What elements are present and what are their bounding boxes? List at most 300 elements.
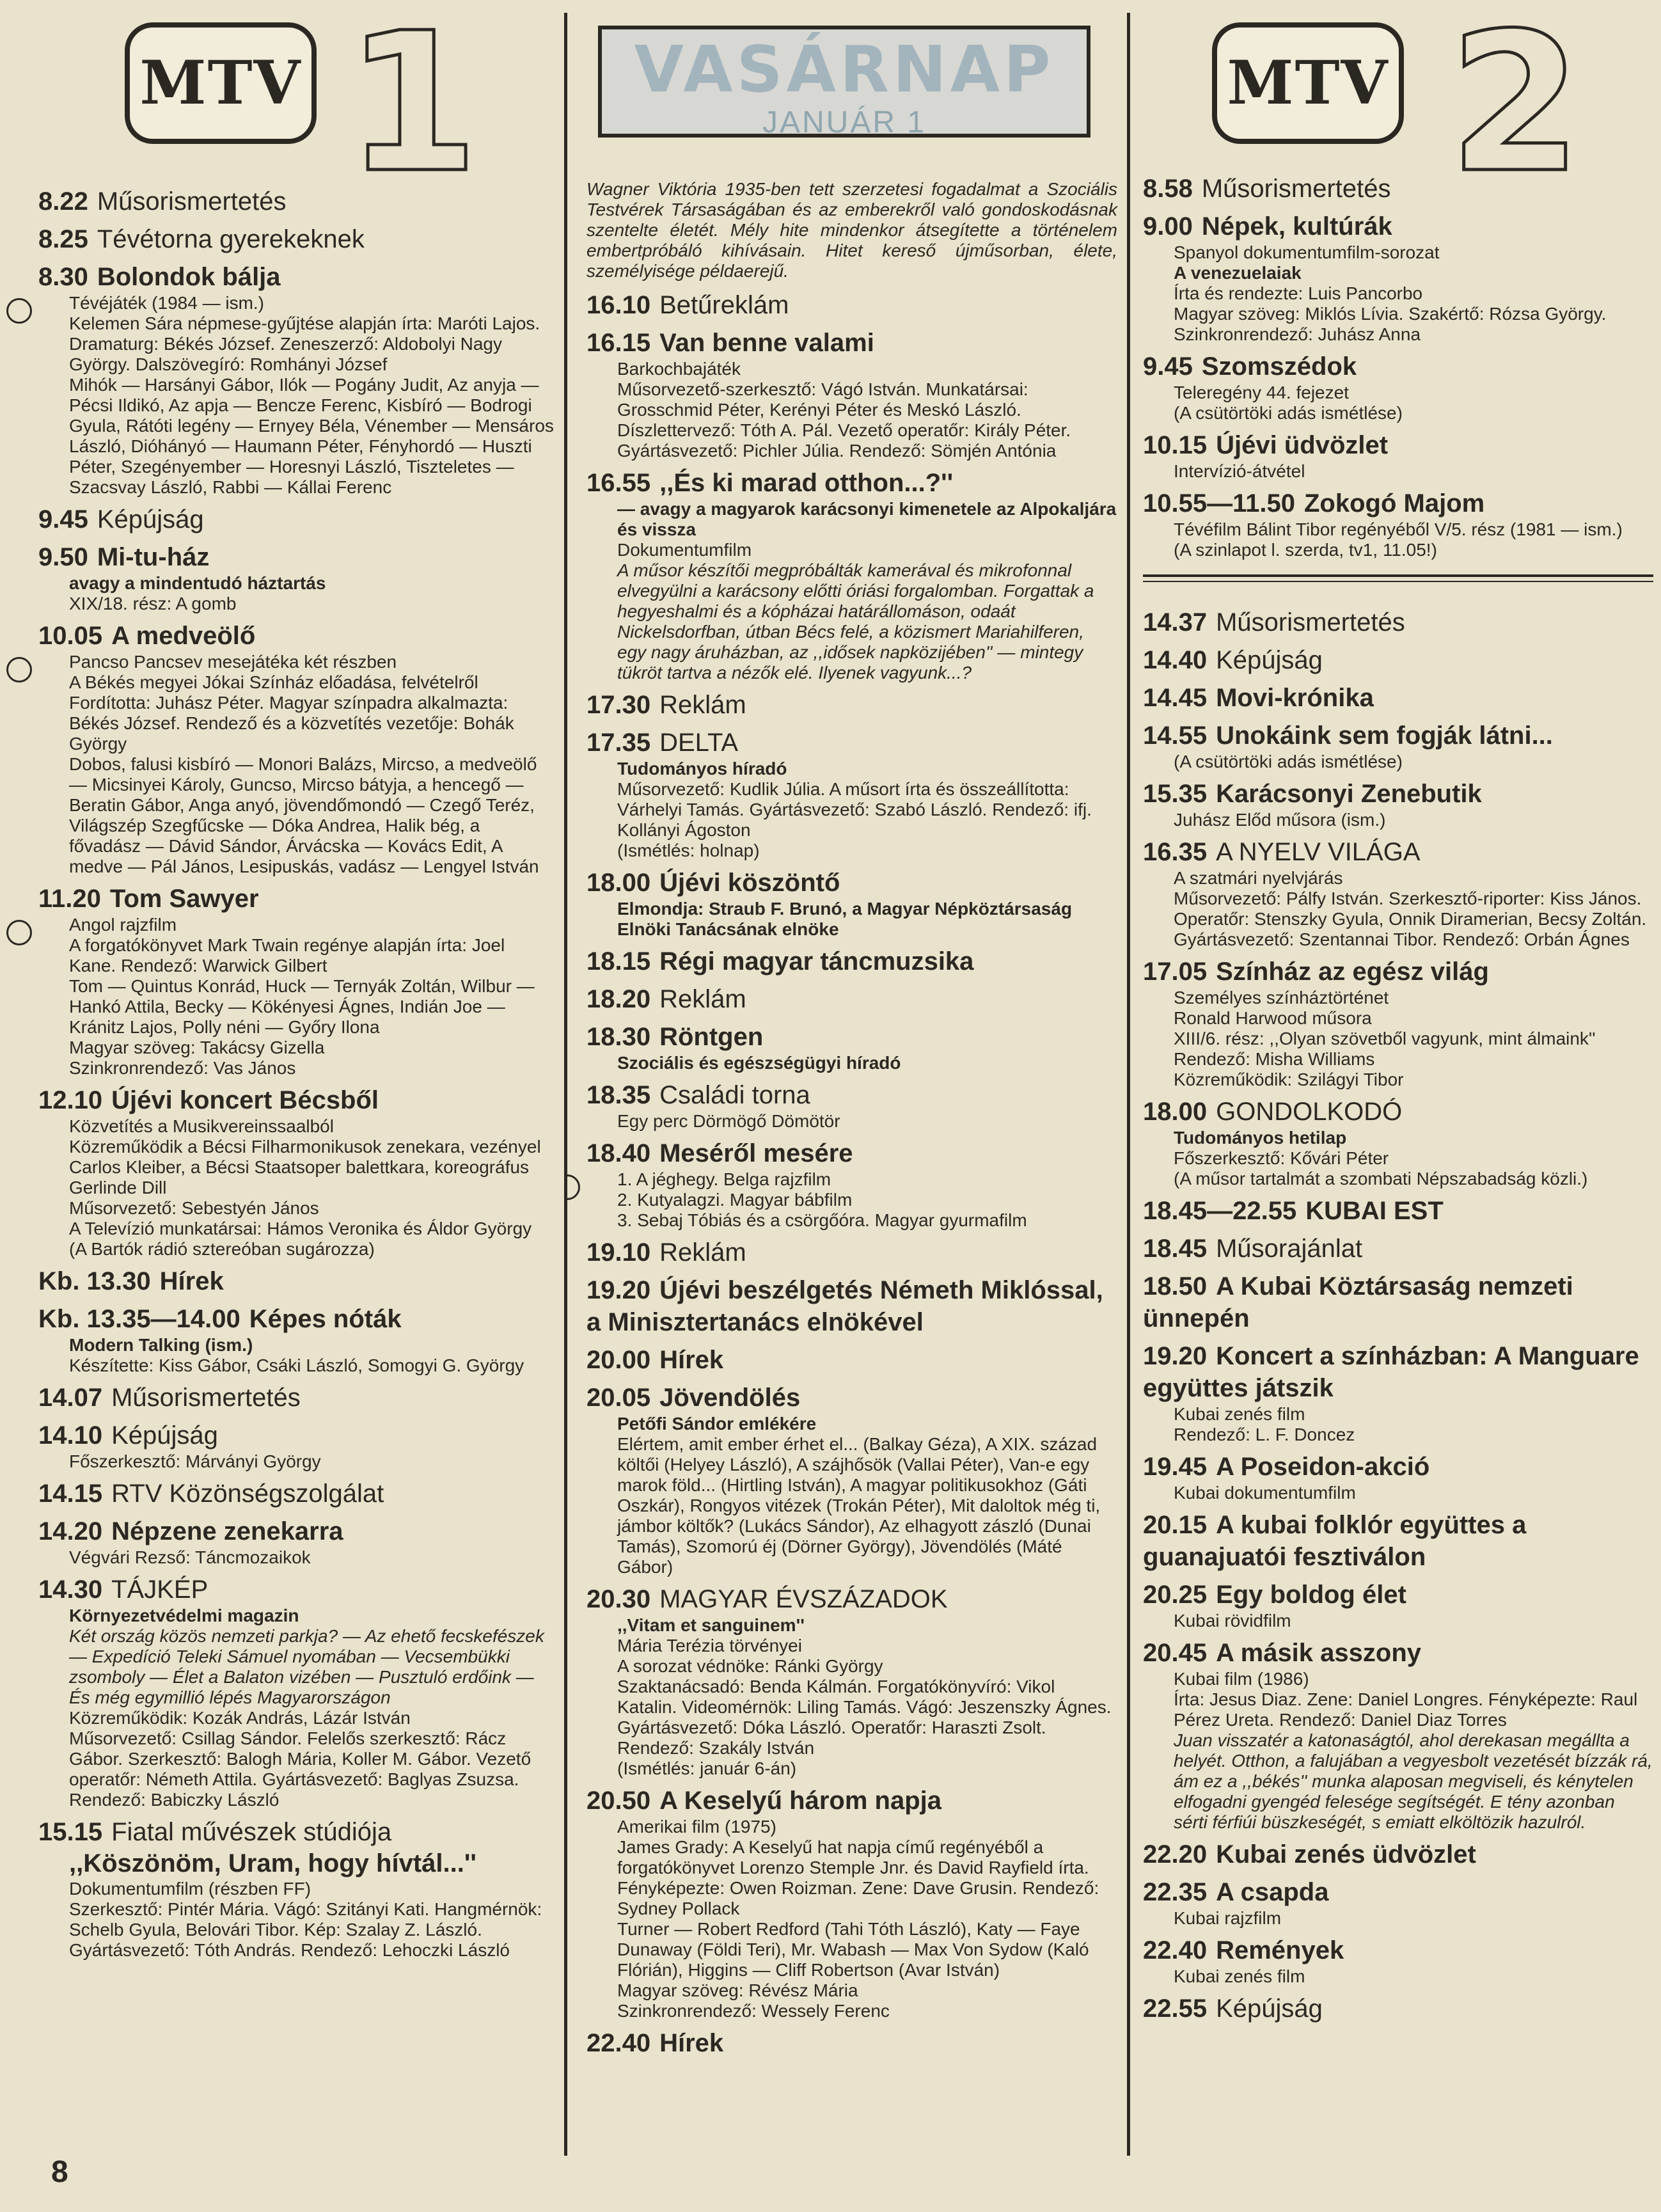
- program-entry: [1143, 1195, 1653, 1227]
- program-entry: [1143, 487, 1653, 560]
- program-title-line: [1143, 956, 1653, 988]
- program-title: Műsorismertetés: [1216, 608, 1405, 636]
- program-title: GONDOLKODÓ: [1216, 1098, 1403, 1126]
- color-broadcast-circle-icon: [6, 920, 32, 945]
- program-detail: Szaktanácsadó: Benda Kálmán. Forgatókönyvíró: Vikol Katalin. Videomérnök: Liling Tamás. Vágó: Jeszenszky Ágnes. Gyártásvezető: Dóka László. Operatőr: Haraszti Zsolt. Rendező: Szakály István: [617, 1677, 1112, 1758]
- program-time: 18.00: [586, 869, 651, 897]
- program-detail: Kubai zenés film: [1174, 1404, 1305, 1424]
- program-entry: [586, 1344, 1117, 1376]
- program-entry: [1143, 720, 1653, 772]
- program-title: Hírek: [659, 1346, 724, 1374]
- program-entry: [38, 1382, 555, 1414]
- program-title: Műsorismertetés: [1201, 175, 1391, 203]
- program-title-line: [586, 2027, 1117, 2059]
- program-detail: Kubai film (1986): [1174, 1669, 1309, 1689]
- program-title-line: [38, 1574, 555, 1606]
- program-title: Képújság: [1216, 646, 1323, 674]
- program-time: 9.45: [38, 505, 88, 533]
- program-entry: [38, 1816, 555, 1961]
- program-detail: (A Bartók rádió sztereóban sugározza): [69, 1239, 375, 1259]
- page-number: 8: [51, 2155, 68, 2189]
- program-time: 20.05: [586, 1384, 651, 1412]
- program-entry: [1143, 1993, 1653, 2025]
- program-title-line: [1143, 1270, 1653, 1334]
- program-title: Műsorajánlat: [1216, 1235, 1363, 1263]
- program-detail: Tudományos híradó: [617, 759, 787, 778]
- program-detail: Teleregény 44. fejezet: [1174, 383, 1349, 402]
- program-time: 8.58: [1143, 175, 1193, 203]
- program-entry: [586, 1274, 1117, 1338]
- program-title: Újévi köszöntő: [659, 869, 840, 897]
- channel-1-number: 1: [345, 0, 479, 215]
- day-date: JANUÁR 1: [762, 106, 927, 139]
- program-time: 18.35: [586, 1081, 651, 1109]
- program-entry: [586, 467, 1117, 683]
- program-entry: [38, 223, 555, 255]
- program-entry: [1143, 210, 1653, 345]
- program-title: A kubai folklór együttes a guanajuatói fesztiválon: [1143, 1511, 1527, 1571]
- program-title-line: [1143, 720, 1653, 752]
- program-title: Képes nóták: [249, 1305, 402, 1333]
- program-title-line: [1143, 682, 1653, 714]
- program-time: 14.15: [38, 1480, 103, 1508]
- program-detail: Készítette: Kiss Gábor, Csáki László, Somogyi G. György: [69, 1355, 524, 1375]
- program-entry: [1143, 836, 1653, 950]
- program-time: 8.22: [38, 187, 88, 216]
- mtv1-schedule-column: [0, 0, 566, 2212]
- program-detail: Főszerkesztő: Kővári Péter: [1174, 1148, 1389, 1168]
- program-title: ,,És ki marad otthon...?'': [659, 469, 954, 497]
- program-time: 17.35: [586, 729, 651, 757]
- program-detail: Közvetítés a Musikvereinssaalból: [69, 1116, 334, 1136]
- program-time: 14.45: [1143, 684, 1208, 712]
- program-detail: A szatmári nyelvjárás: [1174, 868, 1343, 888]
- program-entry: [1143, 351, 1653, 423]
- program-detail: Személyes színháztörténet: [1174, 988, 1389, 1007]
- program-title: DELTA: [659, 729, 739, 757]
- program-detail: Magyar szöveg: Révész Mária: [617, 1980, 858, 2000]
- program-entry: [38, 186, 555, 217]
- program-entry: [1143, 778, 1653, 830]
- program-time: 8.30: [38, 263, 88, 291]
- program-title-line: [586, 1137, 1117, 1169]
- program-title-line: [1143, 1934, 1653, 1966]
- program-title-line: [586, 289, 1117, 321]
- program-title: Képújság: [111, 1421, 218, 1450]
- program-detail: ,,Köszönöm, Uram, hogy hívtál...'': [69, 1849, 476, 1877]
- program-title-line: [38, 620, 555, 652]
- program-entry: [586, 289, 1117, 321]
- program-detail: Szerkesztő: Pintér Mária. Vágó: Szitányi Kati. Hangmérnök: Schelb Gyula, Belovári Tibor. Kép: Szalay Z. László. Gyártásvezető: Tóth András. Rendező: Lehoczki László: [69, 1899, 542, 1960]
- program-time: 18.20: [586, 985, 651, 1013]
- program-time: 19.10: [586, 1238, 651, 1267]
- program-entry: [38, 1478, 555, 1510]
- program-title-line: [1143, 1838, 1653, 1870]
- program-detail: 1. A jéghegy. Belga rajzfilm: [617, 1169, 831, 1189]
- program-time: 19.45: [1143, 1453, 1208, 1481]
- program-time: 18.40: [586, 1139, 651, 1167]
- program-time: 14.55: [1143, 722, 1208, 750]
- program-title: TÁJKÉP: [111, 1576, 209, 1604]
- program-entry: [38, 1419, 555, 1472]
- program-title-line: [586, 1382, 1117, 1414]
- program-entry: [38, 1265, 555, 1297]
- program-title: Karácsonyi Zenebutik: [1216, 780, 1482, 808]
- program-title-line: [38, 1265, 555, 1297]
- program-entry: [38, 620, 555, 877]
- program-title: Bolondok bálja: [97, 263, 281, 291]
- program-time: 20.50: [586, 1787, 651, 1815]
- program-title-line: [38, 883, 555, 915]
- program-title: Egy boldog élet: [1216, 1581, 1406, 1609]
- section-divider: [1143, 574, 1653, 582]
- program-title: Régi magyar táncmuzsika: [659, 947, 974, 976]
- program-title: Színház az egész világ: [1216, 958, 1489, 986]
- program-title-line: [1143, 173, 1653, 205]
- program-time: 14.07: [38, 1384, 103, 1412]
- program-time: 10.05: [38, 622, 103, 650]
- program-time: 18.30: [586, 1023, 651, 1051]
- program-entry: [1143, 173, 1653, 205]
- program-title-line: [38, 1515, 555, 1547]
- program-title: Unokáink sem fogják látni...: [1216, 722, 1553, 750]
- program-detail: A sorozat védnöke: Ránki György: [617, 1656, 883, 1676]
- program-title: Röntgen: [659, 1023, 764, 1051]
- program-time: 20.45: [1143, 1639, 1208, 1667]
- program-detail: Tévéfilm Bálint Tibor regényéből V/5. rész (1981 — ism.): [1174, 519, 1623, 539]
- program-detail: Szinkronrendező: Vas János: [69, 1058, 296, 1078]
- program-title: A Kubai Köztársaság nemzeti ünnepén: [1143, 1272, 1573, 1332]
- program-title-line: [586, 867, 1117, 899]
- program-title-line: [38, 261, 555, 293]
- program-entry: [586, 1021, 1117, 1073]
- program-title: RTV Közönségszolgálat: [111, 1480, 384, 1508]
- program-entry: [1143, 682, 1653, 714]
- program-entry: [38, 503, 555, 535]
- program-title: Szomszédok: [1201, 352, 1357, 381]
- program-title-line: [586, 1274, 1117, 1338]
- program-time: 16.55: [586, 469, 651, 497]
- program-title: A NYELV VILÁGA: [1216, 838, 1421, 866]
- program-entry: [38, 541, 555, 614]
- program-time: Kb. 13.35—14.00: [38, 1305, 240, 1333]
- program-detail: Amerikai film (1975): [617, 1817, 776, 1837]
- program-detail: A forgatókönyvet Mark Twain regénye alapján írta: Joel Kane. Rendező: Warwick Gilbert: [69, 935, 505, 976]
- program-time: 19.20: [586, 1276, 651, 1304]
- program-detail: Végvári Rezső: Táncmozaikok: [69, 1547, 311, 1567]
- program-title-line: [586, 1079, 1117, 1111]
- program-title-line: [1143, 1233, 1653, 1265]
- program-detail: A venezuelaiak: [1174, 263, 1302, 283]
- program-detail: (Ismétlés: január 6-án): [617, 1758, 797, 1778]
- program-title-line: [1143, 1876, 1653, 1908]
- program-entry: [1143, 1096, 1653, 1189]
- program-detail: Írta: Jesus Diaz. Zene: Daniel Longres. Fényképezte: Raul Pérez Ureta. Rendező: Daniel Diaz Torres: [1174, 1689, 1638, 1730]
- program-time: 20.15: [1143, 1511, 1208, 1539]
- mtv2-afternoon-program-list: [1143, 606, 1653, 2025]
- program-entry: [1143, 1838, 1653, 1870]
- program-time: 10.55—11.50: [1143, 489, 1295, 517]
- program-detail: A Televízió munkatársai: Hámos Veronika és Áldor György: [69, 1219, 532, 1238]
- program-time: 18.15: [586, 947, 651, 976]
- program-detail: (A szinlapot l. szerda, tv1, 11.05!): [1174, 540, 1437, 560]
- program-detail: Magyar szöveg: Miklós Lívia. Szakértő: Rózsa György. Szinkronrendező: Juhász Anna: [1174, 304, 1607, 344]
- program-detail: Két ország közös nemzeti parkja? — Az ehető fecskefészek — Expedíció Teleki Sámuel nyomában — Vecsembükki zsomboly — Élet a Balaton vizében — Pusztuló erdőink — És még egymillió lépés Magyarországon: [69, 1626, 544, 1707]
- program-detail: Tudományos hetilap: [1174, 1128, 1347, 1148]
- program-detail: Tévéjáték (1984 — ism.): [69, 293, 264, 313]
- program-title-line: [1143, 1637, 1653, 1669]
- program-detail: Műsorvezető: Sebestyén János: [69, 1198, 319, 1218]
- program-title-line: [38, 541, 555, 573]
- program-entry: [586, 1583, 1117, 1779]
- program-entry: [586, 1382, 1117, 1577]
- program-title: MAGYAR ÉVSZÁZADOK: [659, 1585, 948, 1613]
- program-title-line: [1143, 1195, 1653, 1227]
- program-title: Műsorismertetés: [97, 187, 287, 216]
- program-entry: [1143, 1579, 1653, 1631]
- program-title: Népek, kultúrák: [1201, 212, 1392, 241]
- program-detail: Műsorvezető: Pálfy István. Szerkesztő-riporter: Kiss János. Operatőr: Stenszky Gyula, Onnik Diramerian, Becsy Zoltán. Gyártásvezető: Szentannai Tibor. Rendező: Orbán Ágnes: [1174, 889, 1647, 949]
- program-title-line: [38, 1303, 555, 1335]
- program-title-line: [1143, 210, 1653, 242]
- program-title-line: [1143, 1509, 1653, 1573]
- program-title-line: [38, 186, 555, 217]
- program-title-line: [1143, 836, 1653, 868]
- program-time: 12.10: [38, 1086, 103, 1114]
- program-title: Reklám: [659, 691, 746, 719]
- program-entry: [586, 867, 1117, 940]
- program-title-line: [1143, 1340, 1653, 1404]
- program-entry: [586, 1236, 1117, 1268]
- channel-2-number: 2: [1449, 0, 1582, 215]
- program-time: 20.00: [586, 1346, 651, 1374]
- program-entry: [586, 1079, 1117, 1132]
- program-detail: Spanyol dokumentumfilm-sorozat: [1174, 242, 1440, 262]
- program-detail: (Ismétlés: holnap): [617, 841, 760, 860]
- program-time: 16.10: [586, 291, 651, 319]
- day-name: VASÁRNAP: [634, 32, 1055, 107]
- program-title-line: [586, 467, 1117, 499]
- program-detail: Szinkronrendező: Wessely Ferenc: [617, 2001, 890, 2021]
- program-time: 14.10: [38, 1421, 103, 1450]
- program-time: 17.30: [586, 691, 651, 719]
- program-detail: Dobos, falusi kisbíró — Monori Balázs, Mircso, a medveölő — Micsinyei Károly, Guncso, Mircso bátyja, a hencegő — Beratin Gábor, Anga anyó, jövendőmondó — Czegő Teréz, Világszép Szegfűcske — Dóka Andrea, Halik bég, a fővadász — Dávid Sándor, Árvácska — Kovács Edit, A medve — Pál János, Lesipuskás, vadász — Lengyel István: [69, 754, 539, 876]
- program-entry: [38, 1084, 555, 1260]
- program-title: A csapda: [1216, 1878, 1329, 1906]
- program-detail: Intervízió-átvétel: [1174, 461, 1305, 481]
- program-detail: Tom — Quintus Konrád, Huck — Ternyák Zoltán, Wilbur — Hankó Attila, Becky — Kökényesi Ágnes, Indián Joe — Kránitz Lajos, Polly néni — Győry Ilona: [69, 976, 535, 1037]
- program-entry: [586, 945, 1117, 977]
- program-time: 14.37: [1143, 608, 1208, 636]
- program-title: Van benne valami: [659, 329, 874, 357]
- program-detail: Pancso Pancsev mesejátéka két részben: [69, 652, 397, 672]
- color-broadcast-circle-icon: [6, 657, 32, 683]
- program-title: A Poseidon-akció: [1216, 1453, 1430, 1481]
- program-time: 22.40: [1143, 1936, 1208, 1964]
- program-title-line: [1143, 778, 1653, 810]
- program-detail: XIII/6. rész: ,,Olyan szövetből vagyunk, mint álmaink'': [1174, 1029, 1596, 1048]
- program-description-intro: Wagner Viktória 1935-ben tett szerzetesi fogadalmat a Szociális Testvérek Társaságában és az emberekről való gondoskodásnak szentelte életét. Mély hite mindenkor átsegítette a történelem embertpróbáló kihívásain. Hitet kereső újműsorban, élete, személyisége példaerejű.: [586, 179, 1117, 281]
- program-title: Műsorismertetés: [111, 1384, 301, 1412]
- program-title-line: [586, 689, 1117, 721]
- program-title-line: [1143, 487, 1653, 519]
- program-title-line: [38, 223, 555, 255]
- program-detail: Kubai dokumentumfilm: [1174, 1483, 1356, 1503]
- program-detail: Közreműködik: Szilágyi Tibor: [1174, 1070, 1404, 1089]
- program-title-line: [1143, 606, 1653, 638]
- program-time: 9.45: [1143, 352, 1193, 381]
- program-time: 9.50: [38, 543, 88, 571]
- program-detail: Kubai rajzfilm: [1174, 1908, 1282, 1928]
- program-detail: Ronald Harwood műsora: [1174, 1008, 1372, 1028]
- program-title-line: [1143, 429, 1653, 461]
- program-detail: A műsor készítői megpróbálták kamerával és mikrofonnal elvegyülni a karácsony előtti óriási forgalomban. Forgattak a hegyeshalmi és a kópházai határállomáson, odaát Nickelsdorfban, útban Bécs felé, a közismert Mariahilferen, egy nagy áruházban, az ,,idősek napközijében'' — mintegy tükröt tartva a nézők elé. Ilyenek vagyunk...?: [617, 560, 1094, 683]
- program-detail: Műsorvezető: Kudlik Júlia. A műsort írta és összeállította: Várhelyi Tamás. Gyártásvezető: Szabó László. Rendező: ifj. Kollányi Ágoston: [617, 779, 1092, 840]
- program-entry: [38, 1574, 555, 1810]
- program-entry: [586, 727, 1117, 861]
- program-title-line: [586, 1785, 1117, 1817]
- program-entry: [1143, 1637, 1653, 1833]
- program-title: A medveölő: [111, 622, 256, 650]
- program-title-line: [38, 503, 555, 535]
- mtv2-morning-program-list: [1143, 173, 1653, 560]
- program-time: 18.45—22.55: [1143, 1197, 1297, 1225]
- program-detail: Kubai zenés film: [1174, 1966, 1305, 1986]
- program-title: A másik asszony: [1216, 1639, 1422, 1667]
- program-entry: [1143, 956, 1653, 1090]
- program-entry: [1143, 1270, 1653, 1334]
- program-detail: 3. Sebaj Tóbiás és a csörgőóra. Magyar gyurmafilm: [617, 1210, 1027, 1230]
- program-title-line: [1143, 1096, 1653, 1128]
- program-detail: Juhász Előd műsora (ism.): [1174, 810, 1386, 830]
- program-title: KUBAI EST: [1305, 1197, 1444, 1225]
- program-entry: [1143, 429, 1653, 482]
- program-time: 16.35: [1143, 838, 1208, 866]
- program-entry: [38, 1515, 555, 1568]
- program-time: 16.15: [586, 329, 651, 357]
- program-entry: [586, 2027, 1117, 2059]
- program-detail: Juan visszatér a katonaságtól, ahol derekasan megállta a helyét. Otthon, a falujában a vegyesbolt vezetését bízzák rá, ám ez a ,,békés'' munka alaposan megviseli, és kénytelen elfogadni gyengéd felesége segítségét. E tény azonban sérti férfiúi büszkeségét, s emiatt elköltözik hazulról.: [1174, 1730, 1653, 1832]
- program-title: Mi-tu-ház: [97, 543, 210, 571]
- mtv2-schedule-column: [1129, 0, 1661, 2212]
- program-time: 20.25: [1143, 1581, 1208, 1609]
- program-title: Tévétorna gyerekeknek: [97, 225, 365, 253]
- program-entry: [586, 1785, 1117, 2021]
- program-title-line: [1143, 351, 1653, 383]
- program-entry: [586, 1137, 1117, 1231]
- program-title-line: [38, 1382, 555, 1414]
- program-title: Reklám: [659, 1238, 746, 1267]
- program-title: Tom Sawyer: [109, 885, 259, 913]
- program-time: 10.15: [1143, 431, 1208, 459]
- program-title-line: [1143, 1993, 1653, 2025]
- program-title: Reklám: [659, 985, 746, 1013]
- program-detail: Főszerkesztő: Márványi György: [69, 1451, 321, 1471]
- program-title-line: [586, 1236, 1117, 1268]
- program-title: Családi torna: [659, 1081, 810, 1109]
- program-detail: Magyar szöveg: Takácsy Gizella: [69, 1038, 325, 1057]
- program-time: Kb. 13.30: [38, 1267, 151, 1295]
- program-detail: Dokumentumfilm (részben FF): [69, 1879, 311, 1899]
- program-detail: (A csütörtöki adás ismétlése): [1174, 403, 1403, 423]
- program-title-line: [586, 1344, 1117, 1376]
- program-detail: Közreműködik a Bécsi Filharmonikusok zenekara, vezényel Carlos Kleiber, a Bécsi Staatsoper balettkara, koreográfus Gerlinde Dill: [69, 1137, 541, 1197]
- program-detail: ,,Vitam et sanguinem'': [617, 1615, 805, 1635]
- program-time: 18.00: [1143, 1098, 1208, 1126]
- program-detail: Kelemen Sára népmese-gyűjtése alapján írta: Maróti Lajos. Dramaturg: Békés József. Zeneszerző: Aldobolyi Nagy György. Dalszövegíró: Romhányi József: [69, 313, 540, 374]
- program-entry: [1143, 1876, 1653, 1929]
- color-broadcast-circle-icon: [566, 1174, 580, 1200]
- program-detail: Petőfi Sándor emlékére: [617, 1414, 817, 1434]
- program-detail: Barkochbajáték: [617, 359, 741, 379]
- program-detail: Szociális és egészségügyi híradó: [617, 1053, 901, 1073]
- program-time: 22.20: [1143, 1840, 1208, 1868]
- program-time: 22.40: [586, 2029, 651, 2057]
- program-title: Zokogó Majom: [1304, 489, 1485, 517]
- program-time: 8.25: [38, 225, 88, 253]
- program-detail: XIX/18. rész: A gomb: [69, 594, 237, 613]
- program-title: Betűreklám: [659, 291, 789, 319]
- program-entry: [1143, 644, 1653, 676]
- program-title-line: [38, 1084, 555, 1116]
- program-detail: Rendező: Misha Williams: [1174, 1049, 1375, 1069]
- program-title: Remények: [1216, 1936, 1344, 1964]
- program-time: 14.20: [38, 1517, 103, 1545]
- program-title: Újévi beszélgetés Németh Miklóssal, a Minisztertanács elnökével: [586, 1276, 1103, 1336]
- program-entry: [38, 883, 555, 1078]
- program-detail: 2. Kutyalagzi. Magyar bábfilm: [617, 1190, 853, 1210]
- color-broadcast-circle-icon: [6, 298, 32, 324]
- program-title: Jövendölés: [659, 1384, 801, 1412]
- program-detail: (A csütörtöki adás ismétlése): [1174, 752, 1403, 771]
- program-title-line: [586, 1021, 1117, 1053]
- program-detail: Műsorvezető-szerkesztő: Vágó István. Munkatársai: Grosschmid Péter, Kerényi Péter és Meskó László. Díszlettervező: Tóth A. Pál. Vezető operatőr: Király Péter. Gyártásvezető: Pichler Júlia. Rendező: Sömjén Antónia: [617, 379, 1071, 461]
- program-title: Képújság: [1216, 1995, 1323, 2023]
- program-title-line: [1143, 1451, 1653, 1483]
- program-detail: Műsorvezető: Csillag Sándor. Felelős szerkesztő: Rácz Gábor. Szerkesztő: Balogh Mária, Koller M. Gábor. Vezető operatőr: Németh Attila. Gyártásvezető: Baglyas Zsuzsa. Rendező: Babiczky László: [69, 1728, 531, 1810]
- program-time: 11.20: [38, 885, 101, 913]
- program-title: Újévi üdvözlet: [1216, 431, 1389, 459]
- program-detail: avagy a mindentudó háztartás: [69, 573, 326, 593]
- program-time: 22.35: [1143, 1878, 1208, 1906]
- mtv1-evening-column: [566, 0, 1129, 2212]
- program-detail: Közreműködik: Kozák András, Lázár István: [69, 1708, 411, 1728]
- program-detail: A Békés megyei Jókai Színház előadása, felvételről: [69, 672, 478, 692]
- program-title-line: [586, 945, 1117, 977]
- mtv1-program-list: [38, 186, 555, 1961]
- program-time: 18.50: [1143, 1272, 1208, 1300]
- program-detail: Fordította: Juhász Péter. Magyar színpadra alkalmazta: Békés József. Rendező és a közvetítés vezetője: Bohák György: [69, 693, 514, 754]
- program-time: 15.15: [38, 1818, 103, 1846]
- program-detail: Elmondja: Straub F. Brunó, a Magyar Népköztársaság Elnöki Tanácsának elnöke: [617, 899, 1073, 939]
- program-detail: Környezetvédelmi magazin: [69, 1606, 299, 1625]
- program-detail: Modern Talking (ism.): [69, 1335, 253, 1355]
- program-detail: Kubai rövidfilm: [1174, 1611, 1291, 1631]
- program-time: 20.30: [586, 1585, 651, 1613]
- program-title-line: [38, 1419, 555, 1451]
- program-detail: — avagy a magyarok karácsonyi kimenetele az Alpokaljára és vissza: [617, 499, 1117, 539]
- program-title: Képújság: [97, 505, 204, 533]
- program-entry: [586, 689, 1117, 721]
- program-detail: Angol rajzfilm: [69, 915, 177, 935]
- mtv1-evening-program-list: [586, 289, 1117, 2059]
- program-detail: Elértem, amit ember érhet el... (Balkay Géza), A XIX. század költői (Helyey László), A szájhősök (Vallai Péter), Van-e egy marok föld... (Hirtling István), A magyar politikusokhoz (Gáti Oszkár), Rongyos vitézek (Trokán Péter), Mit daloltok még ti, jámbor költők? (Lukács Sándor), Az elhagyott zászló (Dunai Tamás), Szomorú éj (Dörner György), Jövendölés (Máté Gábor): [617, 1434, 1101, 1577]
- program-detail: Rendező: L. F. Doncez: [1174, 1425, 1355, 1444]
- program-detail: (A műsor tartalmát a szombati Népszabadság közli.): [1174, 1169, 1588, 1189]
- program-time: 18.45: [1143, 1235, 1208, 1263]
- program-detail: Egy perc Dörmögő Dömötör: [617, 1111, 840, 1131]
- program-title: Újévi koncert Bécsből: [111, 1086, 379, 1114]
